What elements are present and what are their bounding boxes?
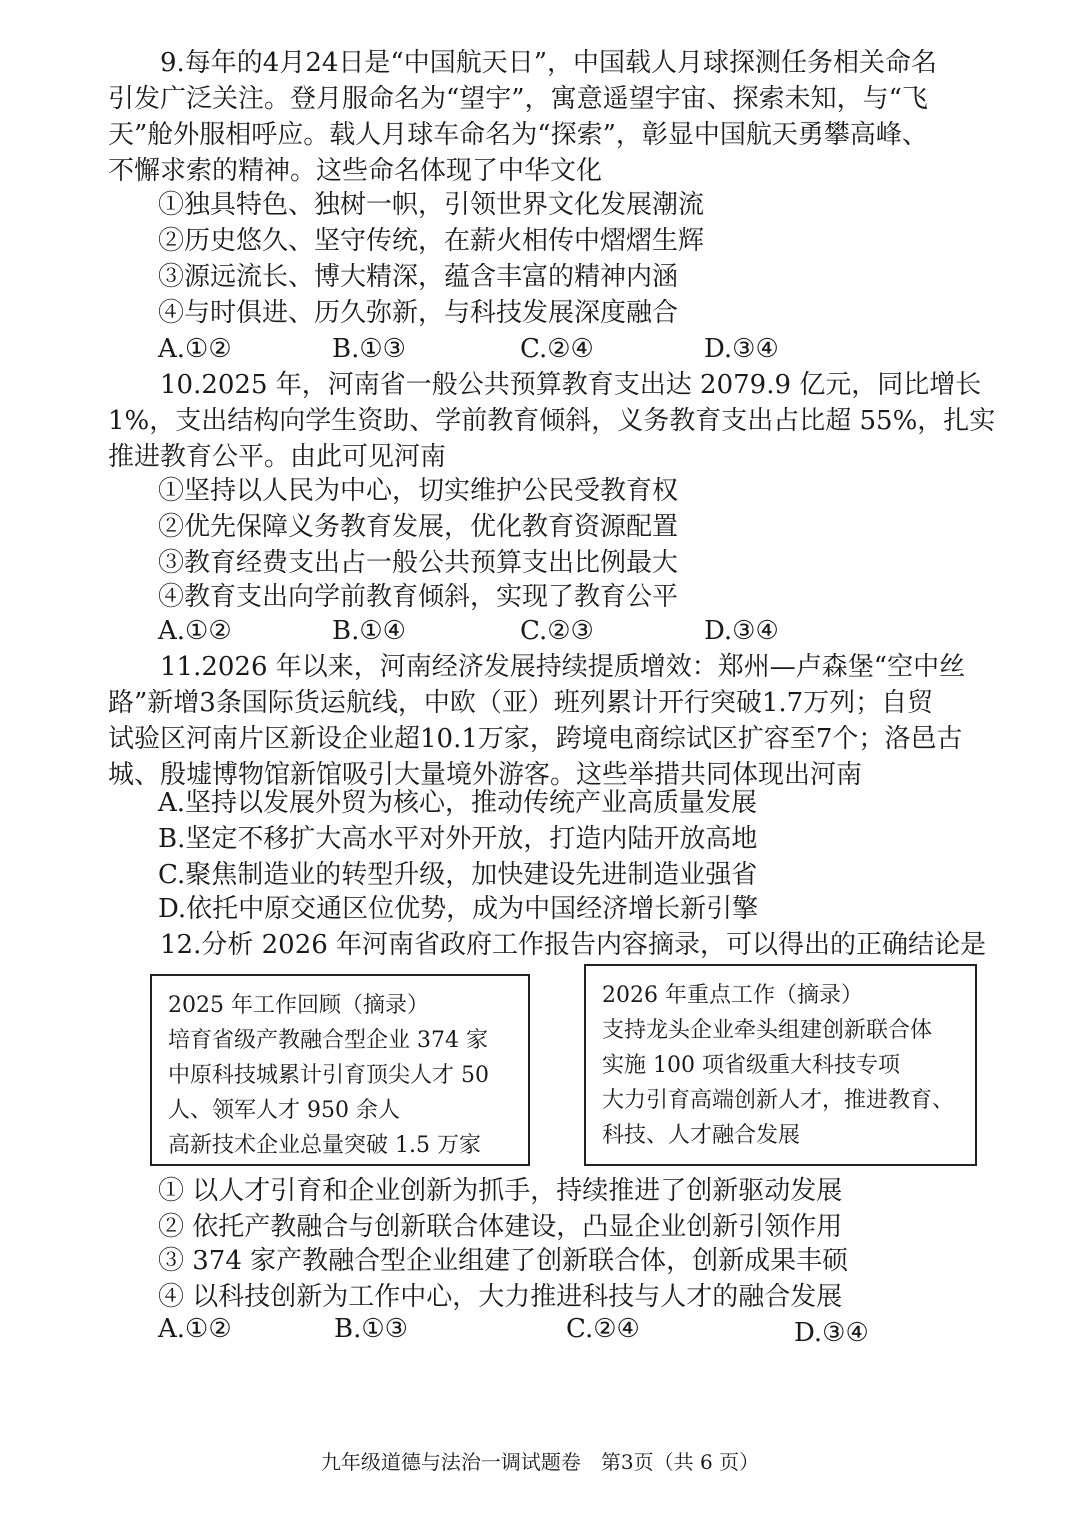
q9-choice-b: B.①③ [332, 334, 406, 364]
box-2025-title: 2025 年工作回顾（摘录） [168, 993, 429, 1018]
q10-stem-line-2: 1%，支出结构向学生资助、学前教育倾斜，义务教育支出占比超 55%，扎实 [108, 406, 996, 436]
q11-stem-line-3: 试验区河南片区新设企业超10.1万家，跨境电商综试区扩容至7个；洛邑古 [108, 724, 963, 754]
q10-choice-a: A.①② [158, 616, 232, 646]
q9-statement-2: ②历史悠久、坚守传统，在薪火相传中熠熠生辉 [158, 226, 705, 256]
q11-stem-line-2: 路”新增3条国际货运航线，中欧（亚）班列累计开行突破1.7万列；自贸 [108, 688, 934, 718]
q11-option-b: B.坚定不移扩大高水平对外开放，打造内陆开放高地 [158, 824, 758, 854]
q10-stem-line-3: 推进教育公平。由此可见河南 [108, 442, 447, 472]
box-2026-line: 支持龙头企业牵头组建创新联合体 [602, 1018, 933, 1043]
q10-choice-b: B.①④ [332, 616, 406, 646]
q11-stem-line-4: 城、殷墟博物馆新馆吸引大量境外游客。这些举措共同体现出河南 [108, 760, 863, 790]
q12-excerpt-box-2026 [584, 964, 977, 1166]
q11-option-a: A.坚持以发展外贸为核心，推动传统产业高质量发展 [158, 788, 758, 818]
q10-statement-3: ③教育经费支出占一般公共预算支出比例最大 [158, 548, 679, 578]
q10-statement-2: ②优先保障义务教育发展，优化教育资源配置 [158, 512, 679, 542]
q12-choice-d: D.③④ [794, 1318, 869, 1348]
q11-stem-line-1: 11.2026 年以来，河南经济发展持续提质增效：郑州—卢森堡“空中丝 [160, 652, 966, 682]
q12-stem: 12.分析 2026 年河南省政府工作报告内容摘录，可以得出的正确结论是 [160, 930, 987, 960]
q12-choice-b: B.①③ [334, 1314, 408, 1344]
q10-choices [158, 614, 978, 648]
q12-choice-c: C.②④ [566, 1314, 640, 1344]
q9-stem-line-2: 引发广泛关注。登月服命名为“望宇”，寓意遥望宇宙、探索未知，与“飞 [108, 84, 928, 114]
q9-statement-1: ①独具特色、独树一帜，引领世界文化发展潮流 [158, 190, 705, 220]
q12-statement-1: ① 以人才引育和企业创新为抓手，持续推进了创新驱动发展 [158, 1176, 843, 1206]
q12-excerpt-box-2025 [150, 974, 530, 1166]
q11-option-c: C.聚焦制造业的转型升级，加快建设先进制造业强省 [158, 860, 758, 890]
box-2026-line: 科技、人才融合发展 [602, 1123, 801, 1148]
q12-statement-2: ② 依托产教融合与创新联合体建设，凸显企业创新引领作用 [158, 1212, 843, 1242]
box-2026-line: 实施 100 项省级重大科技专项 [602, 1053, 900, 1078]
q10-statement-1: ①坚持以人民为中心，切实维护公民受教育权 [158, 476, 679, 506]
box-2026-line: 大力引育高端创新人才，推进教育、 [602, 1088, 955, 1113]
q10-statement-4: ④教育支出向学前教育倾斜，实现了教育公平 [158, 582, 679, 612]
q12-choices [158, 1312, 978, 1346]
q12-statement-3: ③ 374 家产教融合型企业组建了创新联合体，创新成果丰硕 [158, 1246, 849, 1276]
q9-statement-3: ③源远流长、博大精深，蕴含丰富的精神内涵 [158, 262, 679, 292]
box-2025-line: 中原科技城累计引育顶尖人才 50 [168, 1063, 489, 1088]
box-2025-line: 高新技术企业总量突破 1.5 万家 [168, 1133, 481, 1158]
q9-choices [158, 332, 978, 366]
q9-stem-line-4: 不懈求索的精神。这些命名体现了中华文化 [108, 156, 603, 186]
box-2025-line: 人、领军人才 950 余人 [168, 1098, 400, 1123]
q10-choice-c: C.②③ [520, 616, 594, 646]
box-2025-line: 培育省级产教融合型企业 374 家 [168, 1028, 488, 1053]
q9-stem-line-3: 天”舱外服相呼应。载人月球车命名为“探索”，彰显中国航天勇攀高峰、 [108, 120, 928, 150]
q9-stem-line-1: 9.每年的4月24日是“中国航天日”，中国载人月球探测任务相关命名 [160, 48, 938, 78]
q9-choice-d: D.③④ [704, 334, 779, 364]
q10-stem-line-1: 10.2025 年，河南省一般公共预算教育支出达 2079.9 亿元，同比增长 [160, 370, 982, 400]
q11-option-d: D.依托中原交通区位优势，成为中国经济增长新引擎 [158, 894, 759, 924]
q12-statement-4: ④ 以科技创新为工作中心，大力推进科技与人才的融合发展 [158, 1282, 843, 1312]
q10-choice-d: D.③④ [704, 616, 779, 646]
q9-choice-a: A.①② [158, 334, 232, 364]
page-footer: 九年级道德与法治一调试题卷 第3页（共 6 页） [320, 1450, 760, 1474]
q9-statement-4: ④与时俱进、历久弥新，与科技发展深度融合 [158, 298, 679, 328]
box-2026-title: 2026 年重点工作（摘录） [602, 983, 863, 1008]
q9-choice-c: C.②④ [520, 334, 594, 364]
q12-choice-a: A.①② [158, 1314, 232, 1344]
